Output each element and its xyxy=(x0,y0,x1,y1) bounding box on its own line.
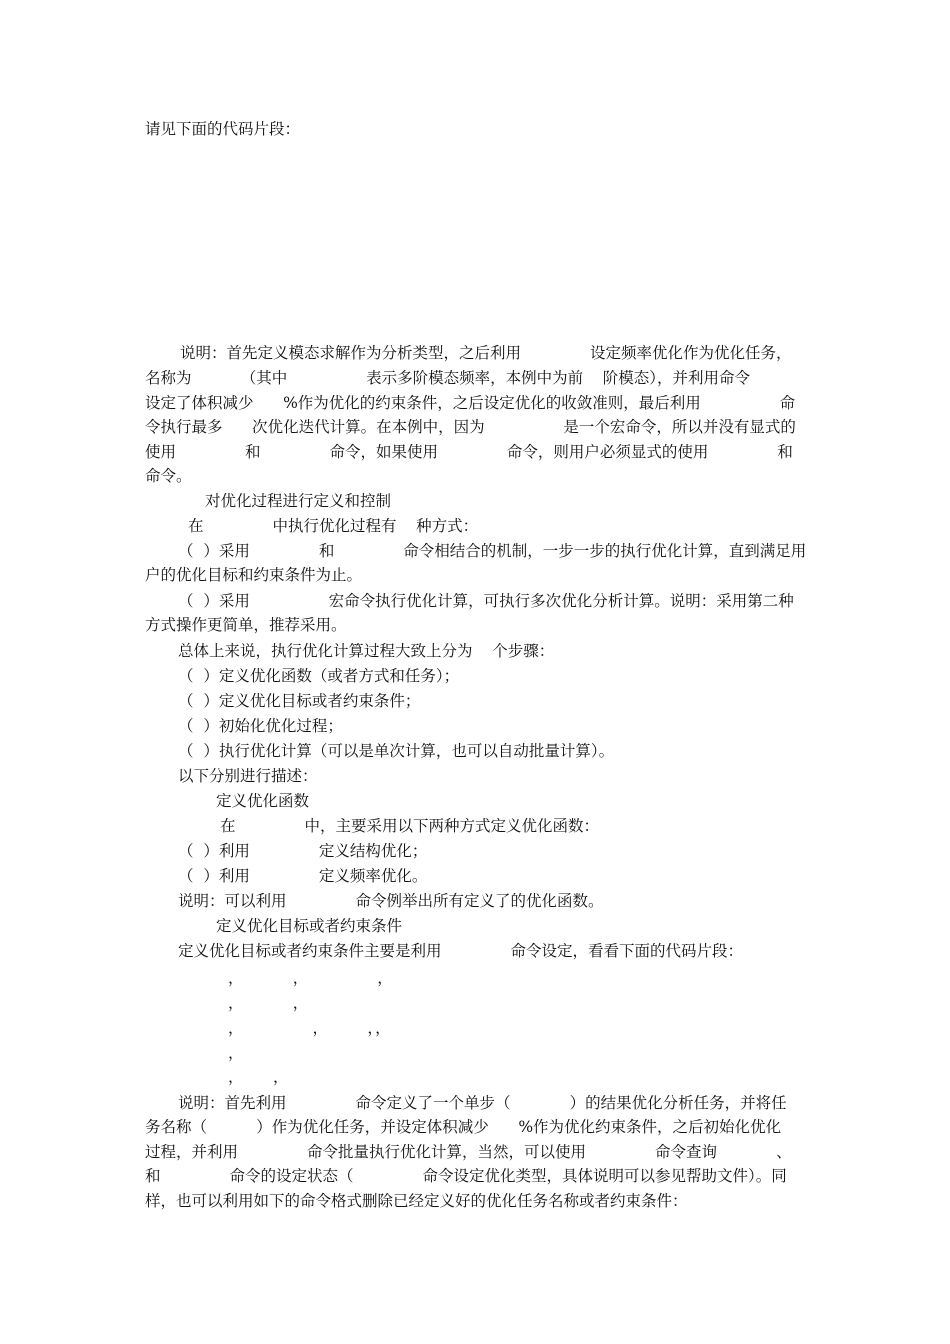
list-item: （ ）利用 定义结构优化； xyxy=(178,842,428,860)
code-line: ， xyxy=(228,1044,244,1062)
paragraph-line: 在 中，主要采用以下两种方式定义优化函数： xyxy=(220,817,599,835)
list-item: （ ）定义优化函数（或者方式和任务）； xyxy=(178,667,460,685)
paragraph-line: 说明：可以利用 命令例举出所有定义了的优化函数。 xyxy=(178,892,604,910)
paragraph-line: 设定了体积减少 %作为优化的约束条件，之后设定优化的收敛准则，最后利用 命 xyxy=(145,394,796,412)
section-heading: 定义优化函数 xyxy=(216,792,310,810)
list-item: （ ）采用 宏命令执行优化计算，可执行多次优化分析计算。说明：采用第二种 xyxy=(178,592,794,610)
paragraph-line: 户的优化目标和约束条件为止。 xyxy=(145,566,363,584)
paragraph-line: 过程，并利用 命令批量执行优化计算，当然，可以使用 命令查询 、 xyxy=(145,1143,792,1161)
paragraph-line: 方式操作更简单，推荐采用。 xyxy=(145,616,347,634)
paragraph-line: 在 中执行优化过程有 种方式： xyxy=(188,517,479,535)
paragraph-line: 定义优化目标或者约束条件主要是利用 命令设定，看看下面的代码片段： xyxy=(178,942,743,960)
list-item: （ ）定义优化目标或者约束条件； xyxy=(178,692,421,710)
list-item: （ ）初始化优化过程； xyxy=(178,717,343,735)
paragraph-line: 务名称（ ）作为优化任务，并设定体积减少 %作为优化约束条件，之后初始化优化 xyxy=(145,1118,782,1136)
paragraph-line: 说明：首先利用 命令定义了一个单步（ ）的结果优化分析任务，并将任 xyxy=(178,1094,787,1112)
section-heading: 定义优化目标或者约束条件 xyxy=(216,917,403,935)
section-heading: 对优化过程进行定义和控制 xyxy=(205,492,392,510)
list-item: （ ）执行优化计算（可以是单次计算，也可以自动批量计算）。 xyxy=(178,742,615,760)
list-item: （ ）利用 定义频率优化。 xyxy=(178,867,428,885)
paragraph-line: 使用 和 命令，如果使用 命令，则用户必须显式的使用 和 xyxy=(145,443,793,461)
code-line: ， ， ， xyxy=(228,969,393,987)
code-line: ， ， ，， xyxy=(228,1019,391,1037)
code-line: ， ， xyxy=(228,994,309,1012)
paragraph-line: 命令。 xyxy=(145,467,192,485)
list-item: （ ）采用 和 命令相结合的机制，一步一步的执行优化计算，直到满足用 xyxy=(178,542,807,560)
paragraph-line: 总体上来说，执行优化计算过程大致上分为 个步骤： xyxy=(178,642,555,660)
paragraph-line: 名称为 （其中 表示多阶模态频率，本例中为前 阶模态），并利用命令 xyxy=(145,369,751,387)
paragraph-line: 说明：首先定义模态求解作为分析类型，之后利用 设定频率优化作为优化任务， xyxy=(180,344,792,362)
paragraph-line: 和 命令的设定状态（ 命令设定优化类型，具体说明可以参见帮助文件）。同 xyxy=(145,1167,787,1185)
code-line: ， ， xyxy=(228,1068,289,1086)
intro-text: 请见下面的代码片段： xyxy=(145,120,301,138)
paragraph-line: 以下分别进行描述： xyxy=(178,767,318,785)
paragraph-line: 样，也可以利用如下的命令格式删除已经定义好的优化任务名称或者约束条件： xyxy=(145,1192,688,1210)
paragraph-line: 令执行最多 次优化迭代计算。在本例中，因为 是一个宏命令，所以并没有显式的 xyxy=(145,418,796,436)
